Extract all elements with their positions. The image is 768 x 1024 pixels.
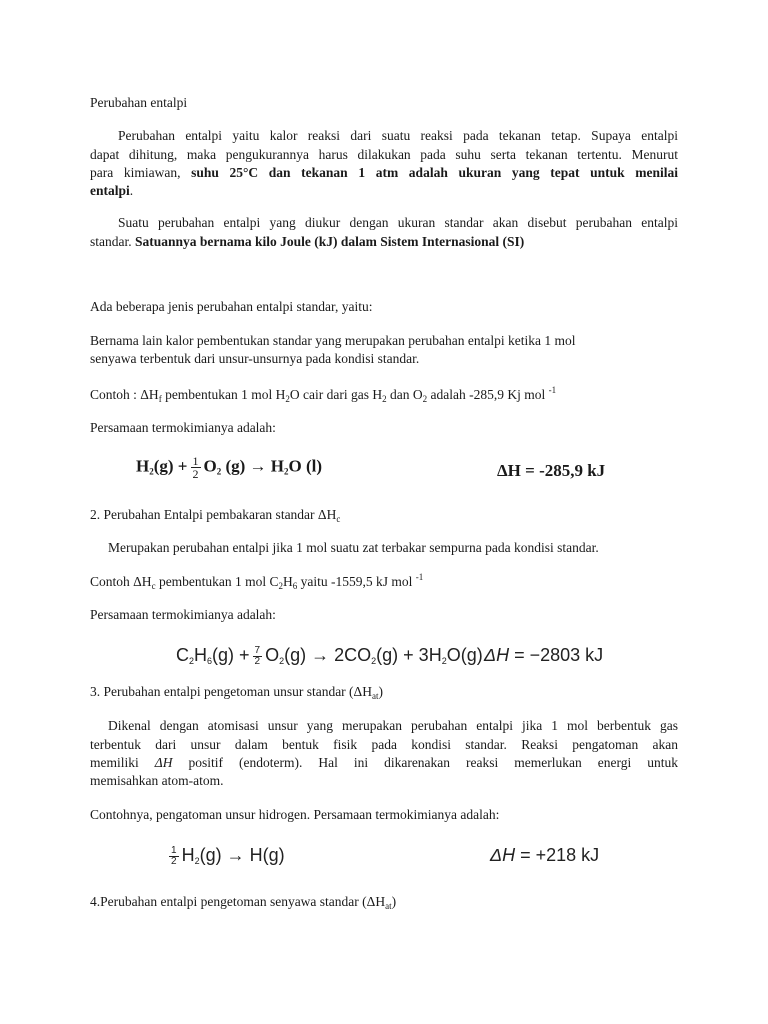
combustion-equation xyxy=(176,645,483,667)
standard-line-2-plain: standar. xyxy=(90,234,132,249)
c-eq-a-sub: 2 xyxy=(189,656,195,666)
fe-sub-f: f xyxy=(158,394,162,404)
title-text: Perubahan entalpi xyxy=(90,95,188,110)
ce-sub-6: 6 xyxy=(292,581,298,591)
ah-sub: at xyxy=(371,691,379,701)
ah-1: 3. Perubahan entalpi pengetoman unsur standar (ΔH xyxy=(90,684,372,699)
formation-line-1: Bernama lain kalor pembentukan standar yang merupakan perubahan entalpi ketika 1 mol xyxy=(90,333,576,348)
intro-line-4-bold: entalpi xyxy=(90,183,130,198)
intro-line-4-end: . xyxy=(129,183,134,198)
f-eq-a-sub: 2 xyxy=(149,466,154,477)
a-eq-frac xyxy=(169,846,179,867)
c-dh-sym: ΔH xyxy=(484,645,510,665)
c-eq-d: O xyxy=(265,645,280,665)
cp-end: ) xyxy=(391,894,397,909)
f-eq-d-sub: 2 xyxy=(284,466,289,477)
fe-1: Contoh : ΔH xyxy=(90,387,159,402)
ce-3: H xyxy=(283,574,293,589)
fe-5: adalah -285,9 Kj mol xyxy=(427,387,549,402)
ce-sub-c: c xyxy=(151,581,156,591)
standard-line-1: Suatu perubahan entalpi yang diukur dengan ukuran standar akan disebut perubahan entalpi xyxy=(118,215,678,230)
atomization-equation xyxy=(166,845,285,867)
c-eq-d-sub: 2 xyxy=(279,656,285,666)
al3-dh: ΔH xyxy=(154,755,173,770)
c-eq-b: H xyxy=(194,645,208,665)
fe-4: dan O xyxy=(386,387,423,402)
atomization-example: Contohnya, pengatoman unsur hidrogen. Persamaan termokimianya adalah: xyxy=(90,807,500,822)
c-eq-a: C xyxy=(176,645,189,665)
fe-sub-3: 2 xyxy=(382,394,387,404)
combustion-example xyxy=(90,573,678,591)
combustion-heading xyxy=(90,506,678,524)
c-eq-frac-den: 2 xyxy=(254,655,261,667)
page-title xyxy=(90,94,678,112)
intro-line-4 xyxy=(90,182,678,200)
atomization-line-2: terbentuk dari unsur dalam bentuk fisik pada kondisi standar. Reaksi pengatoman akan xyxy=(90,737,678,752)
fe-sub-4: 2 xyxy=(422,394,428,404)
a-eq-a-sub: 2 xyxy=(194,856,200,866)
intro-line-1: Perubahan entalpi yaitu kalor reaksi dari suatu reaksi pada tekanan tetap. Supaya entalpi xyxy=(118,128,678,143)
c-eq-c: (g) + xyxy=(212,645,250,665)
ce-sub-2: 2 xyxy=(278,581,284,591)
c-eq-b-sub: 6 xyxy=(207,656,213,666)
f-eq-c: O xyxy=(203,456,217,476)
atomization-heading xyxy=(90,683,678,701)
f-eq-frac-den: 2 xyxy=(192,467,199,481)
c-dh-val: = −2803 kJ xyxy=(509,645,604,665)
atomization-line-3 xyxy=(90,754,678,772)
fe-sub-2: 2 xyxy=(285,394,290,404)
a-eq-frac-num: 1 xyxy=(171,844,177,856)
f-eq-e: O (l) xyxy=(288,456,323,476)
ce-2: pembentukan 1 mol C xyxy=(155,574,279,589)
combustion-delta-h xyxy=(484,645,603,666)
intro-line-2: dapat dihitung, maka pengukurannya harus dilakukan pada suhu serta tekanan tertentu. Menurut xyxy=(90,147,678,162)
f-eq-frac-num: 1 xyxy=(192,454,199,468)
intro-line-3-plain: para kimiawan, xyxy=(90,165,181,180)
al3-b: positif (endoterm). Hal ini dikarenakan reaksi memerlukan energi untuk xyxy=(188,755,679,770)
f-eq-c-sub: 2 xyxy=(216,466,222,477)
formation-line-2: senyawa terbentuk dari unsur-unsurnya pada kondisi standar. xyxy=(90,351,420,366)
f-eq-b: (g) + xyxy=(153,456,188,476)
f-eq-d: (g) → H xyxy=(221,456,285,476)
ce-sup: -1 xyxy=(415,572,424,582)
fe-2: pembentukan 1 mol H xyxy=(161,387,286,402)
c-eq-e-sub: 2 xyxy=(371,656,377,666)
cp-1: 4.Perubahan entalpi pengetoman senyawa standar (ΔH xyxy=(90,894,386,909)
f-eq-a: H xyxy=(136,456,150,476)
c-eq-frac xyxy=(253,646,263,667)
c-eq-f: (g) + 3H xyxy=(376,645,442,665)
compound-heading xyxy=(90,893,678,911)
fe-sup: -1 xyxy=(548,385,557,395)
atomization-line-4: memisahkan atom-atom. xyxy=(90,773,224,788)
formation-example xyxy=(90,386,678,404)
formation-equation xyxy=(136,455,322,480)
a-dh-val: = +218 kJ xyxy=(515,845,600,865)
types-intro: Ada beberapa jenis perubahan entalpi standar, yaitu: xyxy=(90,299,373,314)
combustion-desc: Merupakan perubahan entalpi jika 1 mol suatu zat terbakar sempurna pada kondisi standar. xyxy=(108,540,599,555)
c-eq-f-sub: 2 xyxy=(441,656,447,666)
ch-sub: c xyxy=(336,514,341,524)
c-eq-frac-num: 7 xyxy=(254,644,261,656)
al3-a: memiliki xyxy=(90,755,139,770)
c-eq-e: (g) → 2CO xyxy=(284,645,372,665)
c-eq-g: O(g) xyxy=(446,645,483,665)
ah-end: ) xyxy=(378,684,383,699)
intro-line-3 xyxy=(90,164,678,182)
ce-4: yaitu -1559,5 kJ mol xyxy=(297,574,416,589)
cp-sub: at xyxy=(385,901,392,911)
atomization-line-1: Dikenal dengan atomisasi unsur yang merupakan perubahan entalpi jika 1 mol berbentuk gas xyxy=(108,718,678,733)
atomization-delta-h xyxy=(490,845,599,866)
formation-delta-h: ΔH = -285,9 kJ xyxy=(497,461,606,480)
ce-1: Contoh ΔH xyxy=(90,574,152,589)
a-eq-frac-den: 2 xyxy=(171,855,177,867)
formation-eq-intro: Persamaan termokimianya adalah: xyxy=(90,420,276,435)
fe-3: O cair dari gas H xyxy=(289,387,383,402)
a-eq-b: (g) → H(g) xyxy=(199,845,285,865)
ch-1: 2. Perubahan Entalpi pembakaran standar ΔH xyxy=(90,507,337,522)
combustion-eq-intro: Persamaan termokimianya adalah: xyxy=(90,607,276,622)
standard-line-2 xyxy=(90,233,678,251)
f-eq-frac xyxy=(191,455,201,480)
a-dh-sym: ΔH xyxy=(490,845,516,865)
intro-line-3-bold: suhu 25°C dan tekanan 1 atm adalah ukuran yang tepat untuk menilai xyxy=(191,165,679,180)
standard-line-2-bold: Satuannya bernama kilo Joule (kJ) dalam Sistem Internasional (SI) xyxy=(135,234,525,249)
a-eq-a: H xyxy=(181,845,195,865)
